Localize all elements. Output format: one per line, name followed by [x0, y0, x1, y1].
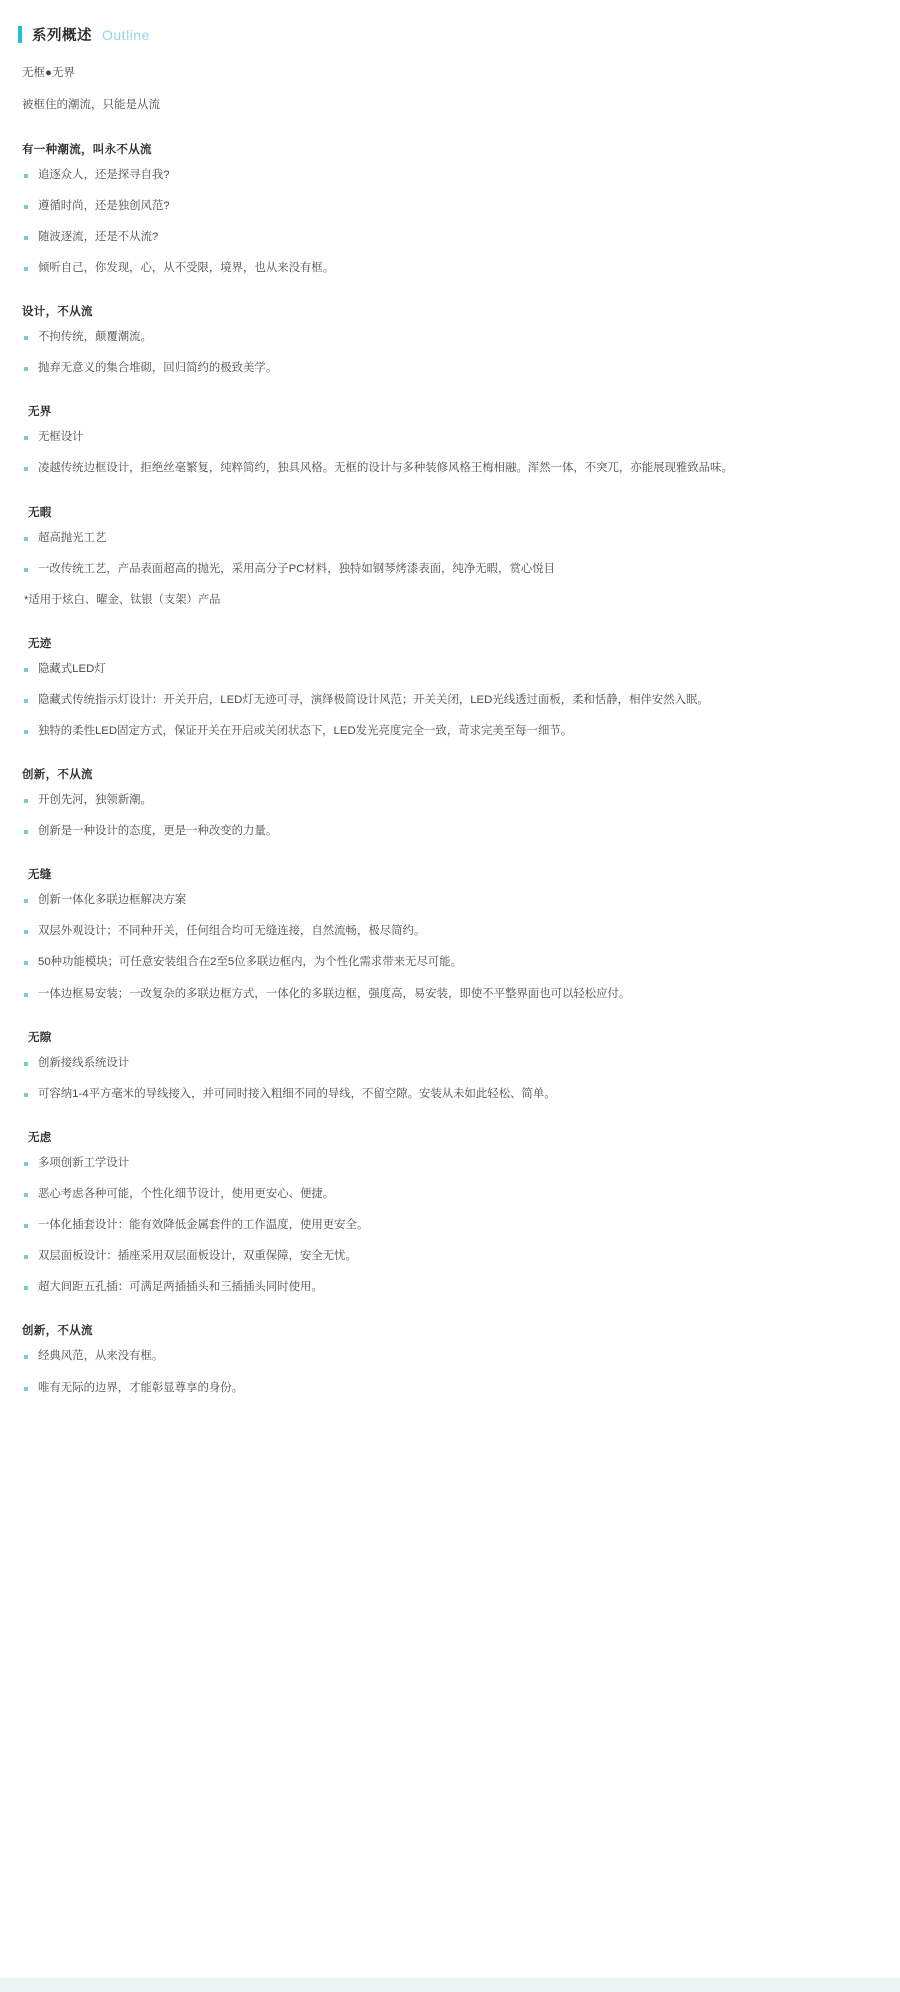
- list-item: 不拘传统，颠覆潮流。: [22, 329, 876, 346]
- lead-line-2: 被框住的潮流，只能是从流: [22, 98, 160, 111]
- list-item: 一体化插套设计：能有效降低金属套件的工作温度，使用更安全。: [22, 1217, 876, 1234]
- list-item: 恶心考虑各种可能，个性化细节设计，使用更安心、便捷。: [22, 1186, 876, 1203]
- section-heading: 创新，不从流: [22, 1325, 93, 1338]
- lead-line-1: 无框●无界: [22, 67, 75, 79]
- list-item: 创新一体化多联边框解决方案: [22, 892, 876, 909]
- list-item: 创新是一种设计的态度，更是一种改变的力量。: [22, 823, 876, 840]
- section-gapless: [22, 1029, 876, 1103]
- list-item: 可容纳1-4平方毫米的导线接入，并可同时接入粗细不同的导线，不留空隙。安装从未如此轻松、简单。: [22, 1086, 876, 1103]
- document-body: [0, 45, 900, 1471]
- list-item: 隐藏式传统指示灯设计：开关开启，LED灯无迹可寻，演绎极简设计风范；开关关闭，LED光线透过面板，柔和恬静，相伴安然入眠。: [22, 692, 876, 709]
- section-list: [22, 530, 876, 578]
- section-heading: 创新，不从流: [22, 768, 93, 781]
- section-list: [22, 892, 876, 1002]
- list-item: 凌越传统边框设计，拒绝丝毫繁复，纯粹简约，独具风格。无框的设计与多种装修风格王梅相融。浑然一体，不突兀，亦能展现雅致品味。: [22, 460, 876, 477]
- list-item: 超高抛光工艺: [22, 530, 876, 547]
- list-item: 追逐众人，还是探寻自我?: [22, 167, 876, 184]
- section-worry-free: [22, 1129, 876, 1297]
- section-list: [22, 1155, 876, 1297]
- list-item: 一体边框易安装；一改复杂的多联边框方式，一体化的多联边框，强度高，易安装，即使不平整界面也可以轻松应付。: [22, 986, 876, 1003]
- list-item: 倾听自己，你发现，心，从不受限，境界，也从来没有框。: [22, 260, 876, 277]
- section-list: [22, 792, 876, 840]
- list-item: 开创先河，独领新潮。: [22, 792, 876, 809]
- section-list: [22, 167, 876, 277]
- list-item: 经典风范，从来没有框。: [22, 1348, 876, 1365]
- section-heading: 设计，不从流: [22, 306, 93, 319]
- section-flawless: [22, 504, 876, 609]
- section-borderless: [22, 403, 876, 477]
- list-item: 双层面板设计：插座采用双层面板设计，双重保障，安全无忧。: [22, 1248, 876, 1265]
- section-list: [22, 1348, 876, 1396]
- list-item: 遵循时尚，还是独创风范?: [22, 198, 876, 215]
- section-list: [22, 329, 876, 377]
- accent-bar-icon: [18, 26, 22, 43]
- page-subtitle: Outline: [102, 26, 150, 43]
- section-innovation-1: [22, 766, 876, 840]
- list-item: 双层外观设计；不同种开关，任何组合均可无缝连接，自然流畅，极尽简约。: [22, 923, 876, 940]
- section-heading: 无界: [28, 406, 52, 419]
- section-note: *适用于炫白、曜金、钛银（支架）产品: [24, 593, 221, 606]
- list-item: 一改传统工艺，产品表面超高的抛光，采用高分子PC材料，独特如钢琴烤漆表面，纯净无暇，赏心悦目: [22, 561, 876, 578]
- section-design: [22, 303, 876, 377]
- section-list: [22, 429, 876, 477]
- section-heading: 无暇: [28, 506, 52, 519]
- list-item: 抛弃无意义的集合堆砌，回归简约的极致美学。: [22, 360, 876, 377]
- section-list: [22, 1055, 876, 1103]
- section-innovation-2: [22, 1322, 876, 1396]
- section-heading: 无迹: [28, 637, 52, 650]
- section-heading: 无隙: [28, 1031, 52, 1044]
- document-header: [0, 0, 900, 45]
- list-item: 唯有无际的边界，才能彰显尊享的身份。: [22, 1380, 876, 1397]
- page-title: 系列概述: [32, 28, 92, 44]
- list-item: 隐藏式LED灯: [22, 661, 876, 678]
- list-item: 超大间距五孔插：可满足两插插头和三插插头同时使用。: [22, 1279, 876, 1296]
- list-item: 50种功能模块；可任意安装组合在2至5位多联边框内，为个性化需求带来无尽可能。: [22, 954, 876, 971]
- section-trend: [22, 141, 876, 277]
- section-heading: 无虑: [28, 1131, 52, 1144]
- lead-paragraph: [22, 65, 876, 115]
- list-item: 独特的柔性LED固定方式，保证开关在开启或关闭状态下，LED发光亮度完全一致，苛求完美至每一细节。: [22, 723, 876, 740]
- section-seamless: [22, 866, 876, 1002]
- list-item: 无框设计: [22, 429, 876, 446]
- list-item: 多项创新工学设计: [22, 1155, 876, 1172]
- section-traceless: [22, 635, 876, 740]
- section-heading: 有一种潮流，叫永不从流: [22, 143, 152, 156]
- list-item: 随波逐流，还是不从流?: [22, 229, 876, 246]
- list-item: 创新接线系统设计: [22, 1055, 876, 1072]
- section-heading: 无缝: [28, 869, 52, 882]
- section-list: [22, 661, 876, 740]
- footer-strip: [0, 1978, 900, 1992]
